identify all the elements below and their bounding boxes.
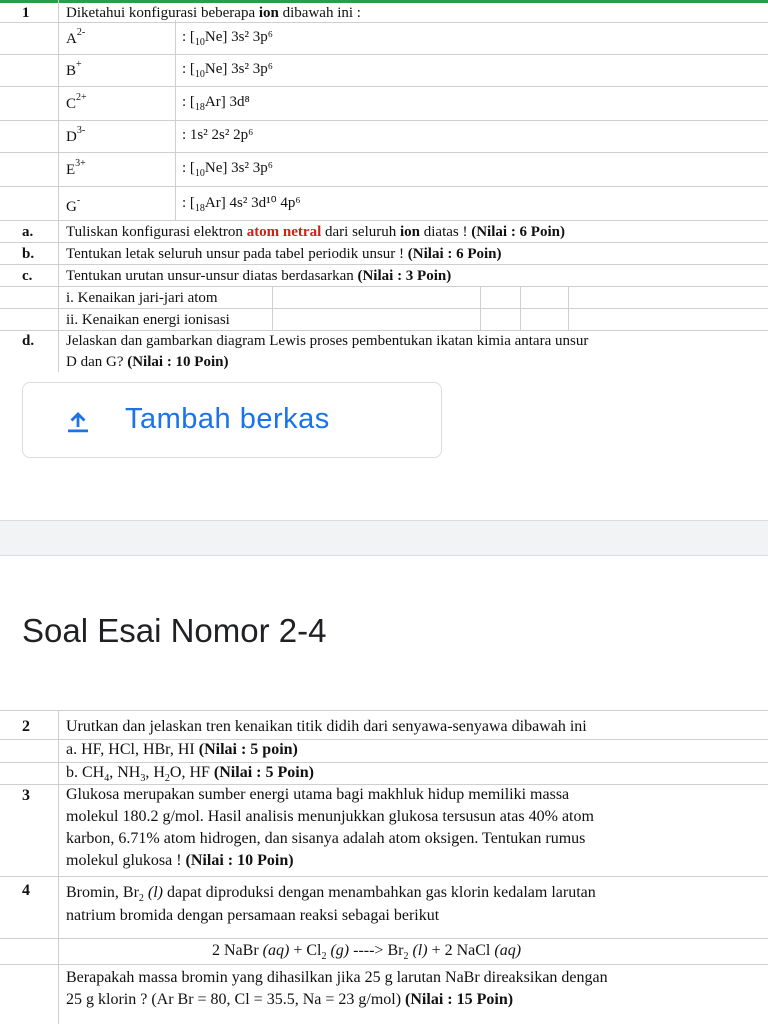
row-divider — [0, 964, 768, 965]
ion-symbol: $E^{3+}$ — [66, 158, 86, 178]
question-4-text: Bromin, $Br_2$ (l) dapat diproduksi dengan menambahkan gas klorin kedalam larutan — [66, 884, 596, 905]
subquestion-a-row — [0, 220, 768, 243]
question-3-text: molekul 180.2 g/mol. Hasil analisis menunjukkan glukosa tersusun atas 40% atom — [66, 808, 594, 825]
row-divider — [0, 784, 768, 785]
ion-row — [0, 54, 768, 87]
question-number: 1 — [22, 5, 30, 21]
question-number: 2 — [22, 718, 30, 735]
subquestion-d-row — [0, 330, 768, 372]
ion-configuration: : 1s² 2s² 2p⁶ — [182, 127, 254, 143]
row-divider — [0, 938, 768, 939]
question-1-table — [0, 0, 768, 372]
subquestion-a-text: Tuliskan konfigurasi elektron atom netral dari seluruh ion diatas ! (Nilai : 6 Poin) — [66, 224, 565, 240]
question-4-text: natrium bromida dengan persamaan reaksi sebagai berikut — [66, 907, 440, 924]
ion-row — [0, 22, 768, 55]
subquestion-c-row — [0, 264, 768, 287]
question-4-text: 25 g klorin ? (Ar Br = 80, Cl = 35.5, Na = 23 g/mol) (Nilai : 15 Poin) — [66, 991, 514, 1008]
subquestion-label: c. — [22, 268, 33, 284]
row-divider — [0, 762, 768, 763]
add-file-button[interactable] — [22, 382, 442, 458]
ion-symbol: $A^{2-}$ — [66, 27, 86, 47]
reaction-equation: 2 NaBr $(aq) + Cl_2$ (g) ----> $Br_2$ (l) + 2 NaCl (aq) — [212, 942, 522, 963]
table-top-border — [0, 710, 768, 711]
ion-configuration: : $[_{10}Ne]$ 3s² 3p⁶ — [182, 61, 273, 80]
question-number: 3 — [22, 787, 30, 804]
question-3-text: molekul glukosa ! (Nilai : 10 Poin) — [66, 852, 294, 869]
section-divider — [0, 520, 768, 556]
subquestion-b-row — [0, 242, 768, 265]
subquestion-c-ii-text: ii. Kenaikan energi ionisasi — [66, 312, 230, 328]
ion-symbol: G- — [66, 195, 81, 215]
ion-row — [0, 152, 768, 187]
ion-configuration: : $[_{18}Ar]$ 4s² 3d¹⁰ 4p⁶ — [182, 195, 301, 214]
subquestion-label: d. — [22, 333, 35, 349]
subquestion-b-text: Tentukan letak seluruh unsur pada tabel periodik unsur ! (Nilai : 6 Poin) — [66, 246, 502, 262]
subquestion-c-text: Tentukan urutan unsur-unsur diatas berdasarkan (Nilai : 3 Poin) — [66, 268, 452, 284]
row-divider — [0, 876, 768, 877]
ion-symbol: $D^{3-}$ — [66, 125, 86, 145]
ion-symbol: B+ — [66, 59, 82, 79]
question-1-heading: Diketahui konfigurasi beberapa ion dibawah ini : — [66, 5, 361, 21]
subquestion-c-ii-row — [0, 308, 768, 331]
question-2-option-b: b. $CH_4$, $NH_3$, $H_2O$, HF (Nilai : 5 Poin) — [66, 764, 314, 785]
ion-configuration: : $[_{10}Ne]$ 3s² 3p⁶ — [182, 160, 273, 179]
add-file-label: Tambah berkas — [125, 403, 330, 435]
ion-row — [0, 120, 768, 153]
question-3-text: karbon, 6.71% atom hidrogen, dan sisanya adalah atom oksigen. Tentukan rumus — [66, 830, 586, 847]
ion-row — [0, 86, 768, 121]
upload-icon — [63, 407, 93, 437]
question-2-text: Urutkan dan jelaskan tren kenaikan titik didih dari senyawa-senyawa dibawah ini — [66, 718, 587, 735]
question-4-text: Berapakah massa bromin yang dihasilkan jika 25 g larutan NaBr direaksikan dengan — [66, 969, 608, 986]
subquestion-label: a. — [22, 224, 34, 240]
subquestion-d-text-line2: D dan G? (Nilai : 10 Poin) — [66, 354, 229, 370]
question-1-heading-row — [0, 0, 768, 23]
ion-configuration: : $[_{18}Ar]$ 3d⁸ — [182, 94, 250, 113]
ion-configuration: : $[_{10}Ne]$ 3s² 3p⁶ — [182, 29, 273, 48]
question-3-text: Glukosa merupakan sumber energi utama bagi makhluk hidup memiliki massa — [66, 786, 570, 803]
subquestion-label: b. — [22, 246, 35, 262]
subquestion-c-i-row — [0, 286, 768, 309]
section-title: Soal Esai Nomor 2-4 — [22, 612, 327, 649]
row-divider — [0, 739, 768, 740]
subquestion-d-text: Jelaskan dan gambarkan diagram Lewis proses pembentukan ikatan kimia antara unsur — [66, 333, 589, 349]
question-number: 4 — [22, 882, 30, 899]
subquestion-c-i-text: i. Kenaikan jari-jari atom — [66, 290, 218, 306]
ion-row — [0, 186, 768, 221]
ion-symbol: $C^{2+}$ — [66, 92, 87, 112]
column-divider — [58, 710, 59, 1024]
question-2-option-a: a. HF, HCl, HBr, HI (Nilai : 5 poin) — [66, 741, 298, 758]
